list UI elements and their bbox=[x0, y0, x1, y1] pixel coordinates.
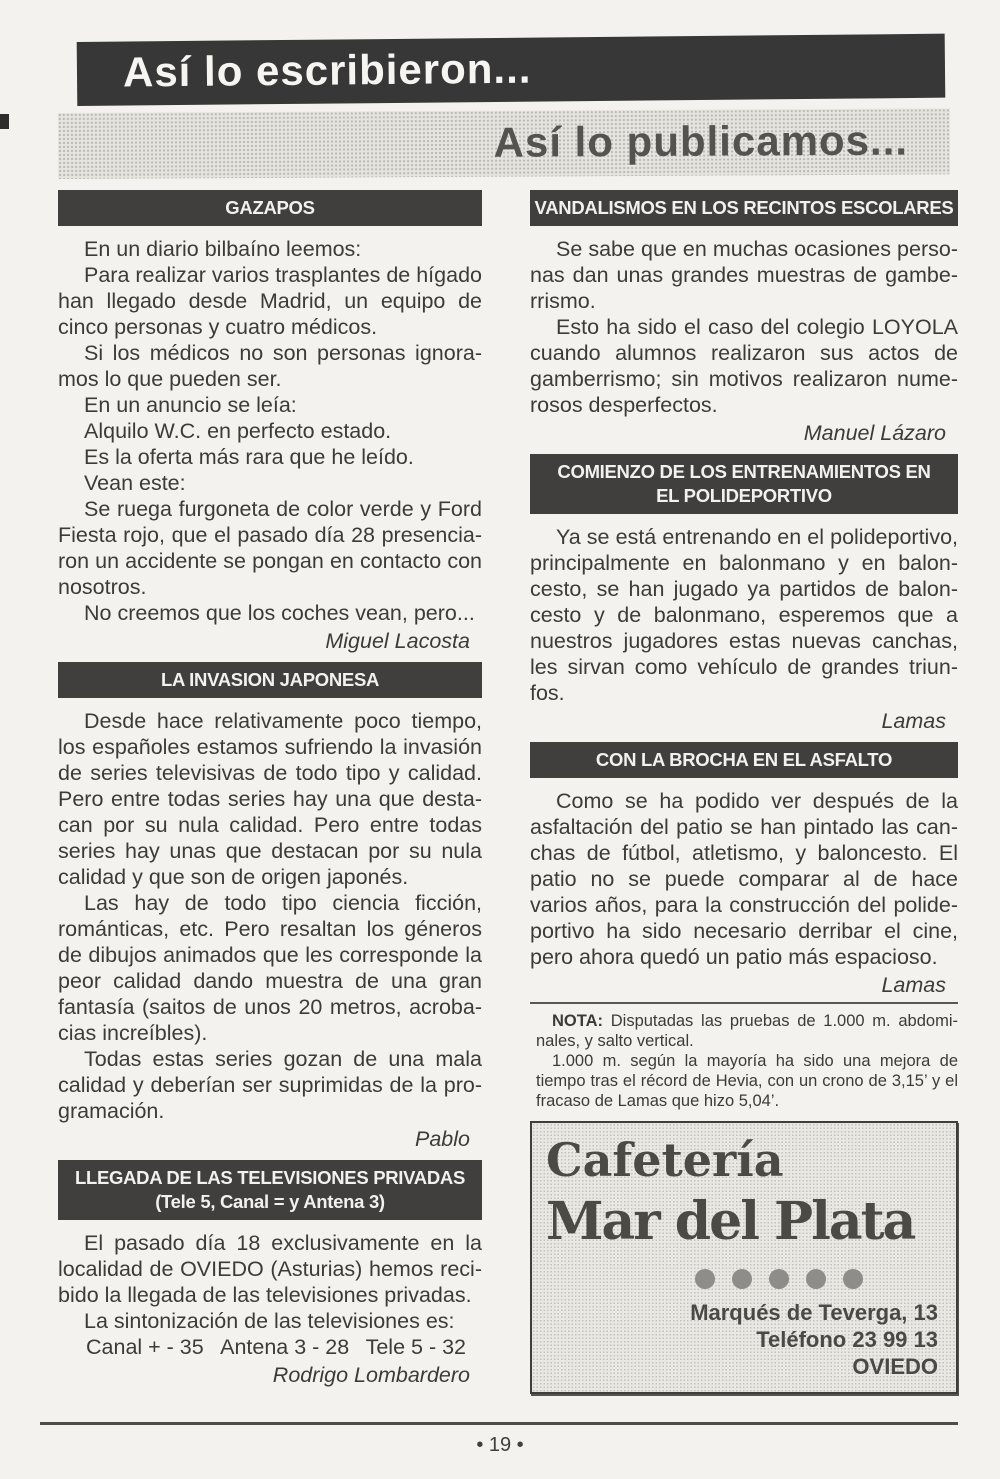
section-header bbox=[58, 1160, 482, 1220]
paragraph: La sintonización de las televisiones es: bbox=[84, 1309, 455, 1333]
paragraph: Las hay de todo tipo ciencia ficción, románticas, etc. Pero resaltan los géneros de dibujos animados que les corresponde la peor calidad dando muestra de una gran fantasía (saitos de unos 20 metros, acrobacias increíbles). bbox=[58, 891, 482, 1045]
ad-title-line1: Cafetería bbox=[546, 1133, 784, 1187]
paragraph: Vean este: bbox=[84, 471, 186, 495]
section-invasion-japonesa bbox=[58, 662, 482, 1152]
banner-escribieron-text: Así lo escribieron... bbox=[122, 44, 532, 96]
section-title: LA INVASION JAPONESA bbox=[160, 669, 380, 690]
section-header bbox=[58, 190, 482, 226]
section-title: CON LA BROCHA EN EL ASFALTO bbox=[595, 749, 893, 770]
section-vandalismos bbox=[530, 190, 958, 446]
paragraph: No creemos que los coches vean, pero... bbox=[84, 601, 475, 625]
ad-dot-icon bbox=[843, 1269, 863, 1289]
ad-dot-icon bbox=[695, 1269, 715, 1289]
ad-phone-line: Teléfono 23 99 13 bbox=[756, 1327, 938, 1352]
section-title: GAZAPOS bbox=[225, 197, 315, 218]
two-column-layout bbox=[58, 190, 958, 1394]
author-signature: Lamas bbox=[881, 709, 946, 733]
ad-dot-icon bbox=[769, 1269, 789, 1289]
tuning-antena3: Antena 3 - 28 bbox=[220, 1335, 350, 1359]
section-entrenamientos-polideportivo bbox=[530, 454, 958, 734]
paragraph: Desde hace relativamente poco tiempo, los españoles estamos sufriendo la invasión de series televisivas de todo tipo y calidad. Pero entre todas series hay una que destacan por su nula calidad. Pero entre todas series hay unas que destacan por su nula calidad y que son de origen japonés. bbox=[58, 709, 482, 889]
tv-tuning-list bbox=[58, 1334, 482, 1360]
banner-publicamos-text: Así lo publicamos... bbox=[493, 116, 909, 166]
paragraph: Alquilo W.C. en perfecto estado. bbox=[84, 419, 392, 443]
ad-address-line: Marqués de Teverga, 13 bbox=[690, 1300, 938, 1325]
footer-rule bbox=[40, 1422, 958, 1425]
footnote: 1.000 m. según la mayoría ha sido una mejora de tiempo tras el récord de Hevia, con un crono de 3,15’ y el fracaso de Lamas que hizo 5,04’. bbox=[536, 1052, 958, 1110]
section-title: COMIENZO DE LOS ENTRENAMIENTOS EN bbox=[557, 461, 931, 482]
author-signature: Lamas bbox=[881, 973, 946, 997]
ad-city-line: OVIEDO bbox=[852, 1354, 938, 1379]
section-header bbox=[530, 742, 958, 778]
paragraph: En un anuncio se leía: bbox=[84, 393, 297, 417]
left-column bbox=[58, 190, 482, 1394]
ad-dot-icon bbox=[806, 1269, 826, 1289]
tuning-tele5: Tele 5 - 32 bbox=[365, 1335, 466, 1359]
author-signature: Rodrigo Lombardero bbox=[272, 1363, 470, 1387]
ad-dots-row bbox=[616, 1269, 942, 1289]
author-signature: Pablo bbox=[415, 1127, 470, 1151]
scan-artifact bbox=[0, 114, 9, 129]
banner-asi-lo-publicamos bbox=[58, 108, 950, 179]
paragraph: El pasado día 18 exclusivamente en la localidad de OVIEDO (Asturias) hemos recibido la llegada de las televisiones privadas. bbox=[58, 1231, 482, 1307]
section-gazapos bbox=[58, 190, 482, 654]
section-header bbox=[58, 662, 482, 698]
section-llegada-televisiones bbox=[58, 1160, 482, 1388]
author-signature: Miguel Lacosta bbox=[325, 629, 470, 653]
page-number: • 19 • bbox=[476, 1434, 524, 1456]
right-column bbox=[530, 190, 958, 1394]
paragraph: Esto ha sido el caso del colegio LOYOLA cuando alumnos realizaron sus actos de gamberrismo; sin motivos realizaron numerosos desperfectos. bbox=[530, 315, 958, 417]
paragraph: Todas estas series gozan de una mala calidad y deberían ser suprimidas de la programación. bbox=[58, 1047, 482, 1123]
paragraph: Se sabe que en muchas ocasiones personas dan unas grandes muestras de gamberrismo. bbox=[530, 237, 958, 313]
section-title-line2: EL POLIDEPORTIVO bbox=[656, 485, 832, 506]
paragraph: Es la oferta más rara que he leído. bbox=[84, 445, 414, 469]
author-signature: Manuel Lázaro bbox=[803, 421, 946, 445]
paragraph: Como se ha podido ver después de la asfaltación del patio se han pintado las canchas de fútbol, atletismo, y baloncesto. El patio no se puede comparar al de hace varios años, para la construcción del polideportivo ha sido necesario derribar el cine, pero ahora quedó un patio más espacioso. bbox=[530, 789, 958, 969]
footnote bbox=[536, 1011, 958, 1051]
ad-cafeteria-mar-del-plata bbox=[530, 1121, 958, 1394]
paragraph: Para realizar varios trasplantes de hígado han llegado desde Madrid, un equipo de cinco personas y cuatro médicos. bbox=[58, 263, 482, 339]
ad-title-line2: Mar del Plata bbox=[546, 1191, 915, 1252]
section-subtitle: (Tele 5, Canal = y Antena 3) bbox=[155, 1191, 385, 1212]
footnote-divider bbox=[530, 1002, 958, 1004]
footnote-label: NOTA: bbox=[552, 1012, 604, 1030]
section-header bbox=[530, 190, 958, 226]
ad-dot-icon bbox=[732, 1269, 752, 1289]
banner-asi-lo-escribieron bbox=[77, 34, 946, 106]
paragraph: Se ruega furgoneta de color verde y Ford Fiesta rojo, que el pasado día 28 presenciaron un accidente se pongan en contacto con nosotros. bbox=[58, 497, 482, 599]
tuning-canal-plus: Canal + - 35 bbox=[86, 1335, 204, 1359]
footnote-text: Disputadas las pruebas de 1.000 m. abdominales, y salto vertical. bbox=[536, 1012, 958, 1050]
section-title: LLEGADA DE LAS TELEVISIONES PRIVADAS bbox=[74, 1167, 466, 1188]
paragraph: Ya se está entrenando en el polideportivo, principalmente en balonmano y en baloncesto, se han jugado ya partidos de baloncesto y de balonmano, esperemos que a nuestros jugadores estas nuevas canchas, les sirvan como vehículo de grandes triunfos. bbox=[530, 525, 958, 705]
paragraph: Si los médicos no son personas ignoramos lo que pueden ser. bbox=[58, 341, 482, 391]
ad-address-block bbox=[546, 1299, 942, 1380]
section-title: VANDALISMOS EN LOS RECINTOS ESCOLARES bbox=[534, 197, 954, 218]
section-brocha-asfalto bbox=[530, 742, 958, 998]
section-header bbox=[530, 454, 958, 514]
paragraph: En un diario bilbaíno leemos: bbox=[84, 237, 362, 261]
